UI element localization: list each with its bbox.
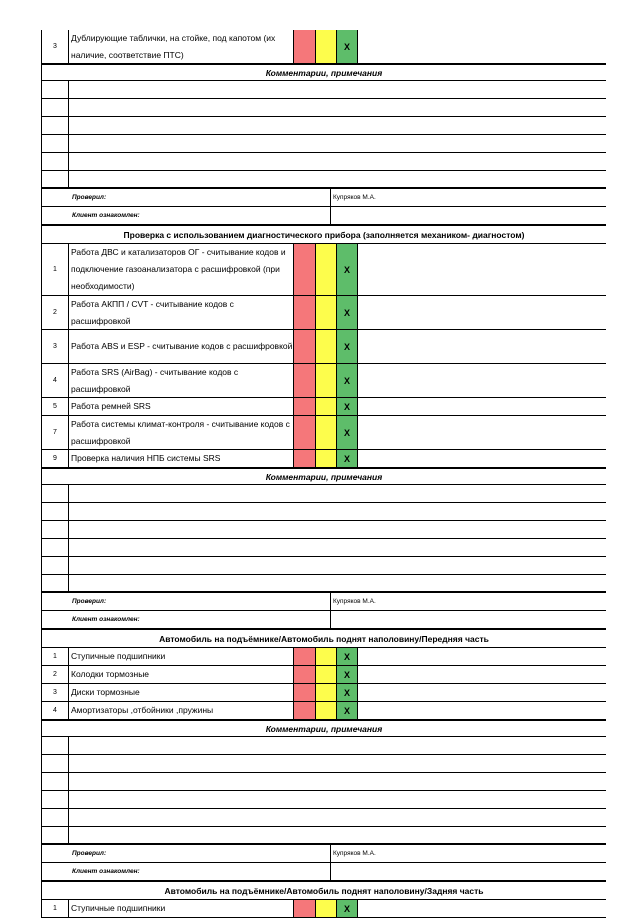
status-red-cell[interactable] bbox=[294, 330, 316, 363]
comment-line[interactable] bbox=[41, 117, 606, 135]
row-notes-cell[interactable] bbox=[358, 364, 606, 397]
inspection-sheet bbox=[41, 30, 606, 918]
row-number: 3 bbox=[41, 30, 69, 63]
comment-line[interactable] bbox=[41, 503, 606, 521]
comment-line[interactable] bbox=[41, 99, 606, 117]
row-description: Колодки тормозные bbox=[69, 666, 294, 683]
checked-by-row bbox=[41, 188, 606, 207]
row-notes-cell[interactable] bbox=[358, 450, 606, 467]
client-acknowledged-row bbox=[41, 207, 606, 225]
comment-line[interactable] bbox=[41, 539, 606, 557]
status-red-cell[interactable] bbox=[294, 30, 316, 63]
status-green-cell[interactable]: X bbox=[337, 666, 358, 683]
row-number: 1 bbox=[41, 900, 69, 917]
checked-by-row bbox=[41, 592, 606, 611]
row-number: 1 bbox=[41, 244, 69, 295]
check-row bbox=[41, 416, 606, 450]
row-notes-cell[interactable] bbox=[358, 416, 606, 449]
status-yellow-cell[interactable] bbox=[316, 398, 337, 415]
row-notes-cell[interactable] bbox=[358, 702, 606, 719]
row-number: 5 bbox=[41, 398, 69, 415]
comments-header: Комментарии, примечания bbox=[41, 720, 606, 737]
comment-line[interactable] bbox=[41, 171, 606, 188]
checked-by-value[interactable]: Купряков М.А. bbox=[333, 598, 376, 605]
row-notes-cell[interactable] bbox=[358, 330, 606, 363]
status-yellow-cell[interactable] bbox=[316, 666, 337, 683]
row-number: 4 bbox=[41, 364, 69, 397]
section-title: Автомобиль на подъёмнике/Автомобиль поднят наполовину/Задняя часть bbox=[41, 881, 606, 900]
row-description: Диски тормозные bbox=[69, 684, 294, 701]
status-yellow-cell[interactable] bbox=[316, 684, 337, 701]
checked-by-label: Проверил: bbox=[42, 189, 331, 206]
checked-by-label: Проверил: bbox=[42, 593, 331, 610]
status-green-cell[interactable]: X bbox=[337, 684, 358, 701]
row-description: Работа SRS (AirBag) - считывание кодов с расшифровкой bbox=[69, 364, 294, 397]
row-description: Работа ремней SRS bbox=[69, 398, 294, 415]
status-yellow-cell[interactable] bbox=[316, 330, 337, 363]
status-red-cell[interactable] bbox=[294, 900, 316, 917]
row-notes-cell[interactable] bbox=[358, 296, 606, 329]
client-acknowledged-value[interactable] bbox=[331, 611, 606, 628]
row-description: Проверка наличия НПБ системы SRS bbox=[69, 450, 294, 467]
checked-by-value[interactable]: Купряков М.А. bbox=[333, 194, 376, 201]
check-row bbox=[41, 398, 606, 416]
client-acknowledged-value[interactable] bbox=[331, 207, 606, 224]
status-yellow-cell[interactable] bbox=[316, 364, 337, 397]
comment-line[interactable] bbox=[41, 755, 606, 773]
row-notes-cell[interactable] bbox=[358, 900, 606, 917]
checked-by-label: Проверил: bbox=[42, 845, 331, 862]
comments-header: Комментарии, примечания bbox=[41, 468, 606, 485]
check-row bbox=[41, 684, 606, 702]
status-green-cell[interactable]: X bbox=[337, 416, 358, 449]
check-row bbox=[41, 364, 606, 398]
row-number: 3 bbox=[41, 330, 69, 363]
status-red-cell[interactable] bbox=[294, 450, 316, 467]
client-acknowledged-row bbox=[41, 611, 606, 629]
comment-line[interactable] bbox=[41, 575, 606, 592]
client-acknowledged-label: Клиент ознакомлен: bbox=[42, 207, 331, 224]
comment-line[interactable] bbox=[41, 791, 606, 809]
status-green-cell[interactable]: X bbox=[337, 900, 358, 917]
status-red-cell[interactable] bbox=[294, 364, 316, 397]
comment-line[interactable] bbox=[41, 81, 606, 99]
comment-line[interactable] bbox=[41, 809, 606, 827]
status-red-cell[interactable] bbox=[294, 398, 316, 415]
check-row bbox=[41, 296, 606, 330]
row-number: 4 bbox=[41, 702, 69, 719]
status-green-cell[interactable]: X bbox=[337, 244, 358, 295]
status-red-cell[interactable] bbox=[294, 416, 316, 449]
status-green-cell[interactable]: X bbox=[337, 364, 358, 397]
check-row bbox=[41, 330, 606, 364]
row-description: Работа системы климат-контроля - считывание кодов с расшифровкой bbox=[69, 416, 294, 449]
comment-line[interactable] bbox=[41, 135, 606, 153]
client-acknowledged-label: Клиент ознакомлен: bbox=[42, 611, 331, 628]
row-description: Работа АКПП / CVT - считывание кодов с расшифровкой bbox=[69, 296, 294, 329]
status-red-cell[interactable] bbox=[294, 244, 316, 295]
checked-by-row bbox=[41, 844, 606, 863]
row-description: Ступичные подшипники bbox=[69, 900, 294, 917]
client-acknowledged-row bbox=[41, 863, 606, 881]
status-red-cell[interactable] bbox=[294, 684, 316, 701]
comment-line[interactable] bbox=[41, 773, 606, 791]
status-green-cell[interactable]: X bbox=[337, 30, 358, 63]
status-green-cell[interactable]: X bbox=[337, 330, 358, 363]
comment-line[interactable] bbox=[41, 521, 606, 539]
status-green-cell[interactable]: X bbox=[337, 648, 358, 665]
status-yellow-cell[interactable] bbox=[316, 648, 337, 665]
comment-line[interactable] bbox=[41, 557, 606, 575]
status-red-cell[interactable] bbox=[294, 648, 316, 665]
check-row bbox=[41, 450, 606, 468]
status-yellow-cell[interactable] bbox=[316, 450, 337, 467]
row-notes-cell[interactable] bbox=[358, 684, 606, 701]
comment-line[interactable] bbox=[41, 827, 606, 844]
row-notes-cell[interactable] bbox=[358, 244, 606, 295]
status-red-cell[interactable] bbox=[294, 666, 316, 683]
row-notes-cell[interactable] bbox=[358, 666, 606, 683]
row-number: 2 bbox=[41, 666, 69, 683]
row-number: 3 bbox=[41, 684, 69, 701]
status-yellow-cell[interactable] bbox=[316, 702, 337, 719]
row-notes-cell[interactable] bbox=[358, 30, 606, 63]
row-description: Дублирующие таблички, на стойке, под капотом (их наличие, соответствие ПТС) bbox=[69, 30, 294, 63]
comment-line[interactable] bbox=[41, 153, 606, 171]
status-green-cell[interactable]: X bbox=[337, 702, 358, 719]
row-notes-cell[interactable] bbox=[358, 648, 606, 665]
row-description: Амортизаторы ,отбойники ,пружины bbox=[69, 702, 294, 719]
row-number: 9 bbox=[41, 450, 69, 467]
check-row bbox=[41, 702, 606, 720]
row-description: Работа ABS и ESP - считывание кодов с расшифровкой bbox=[69, 330, 294, 363]
check-row bbox=[41, 244, 606, 296]
comment-line[interactable] bbox=[41, 485, 606, 503]
row-number: 2 bbox=[41, 296, 69, 329]
status-green-cell[interactable]: X bbox=[337, 296, 358, 329]
client-acknowledged-label: Клиент ознакомлен: bbox=[42, 863, 331, 880]
row-number: 1 bbox=[41, 648, 69, 665]
comments-header: Комментарии, примечания bbox=[41, 64, 606, 81]
check-row bbox=[41, 30, 606, 64]
status-yellow-cell[interactable] bbox=[316, 900, 337, 917]
check-row bbox=[41, 648, 606, 666]
status-red-cell[interactable] bbox=[294, 296, 316, 329]
checked-by-value[interactable]: Купряков М.А. bbox=[333, 850, 376, 857]
row-number: 7 bbox=[41, 416, 69, 449]
row-notes-cell[interactable] bbox=[358, 398, 606, 415]
section-title: Проверка с использованием диагностического прибора (заполняется механиком- диагностом) bbox=[41, 225, 606, 244]
row-description: Ступичные подшипники bbox=[69, 648, 294, 665]
comment-line[interactable] bbox=[41, 737, 606, 755]
row-description: Работа ДВС и катализаторов ОГ - считывание кодов и подключение газоанализатора с расшифровкой (при необходимости) bbox=[69, 244, 294, 295]
status-green-cell[interactable]: X bbox=[337, 398, 358, 415]
check-row bbox=[41, 666, 606, 684]
section-title: Автомобиль на подъёмнике/Автомобиль поднят наполовину/Передняя часть bbox=[41, 629, 606, 648]
status-yellow-cell[interactable] bbox=[316, 244, 337, 295]
client-acknowledged-value[interactable] bbox=[331, 863, 606, 880]
status-yellow-cell[interactable] bbox=[316, 296, 337, 329]
status-yellow-cell[interactable] bbox=[316, 416, 337, 449]
status-green-cell[interactable]: X bbox=[337, 450, 358, 467]
status-yellow-cell[interactable] bbox=[316, 30, 337, 63]
status-red-cell[interactable] bbox=[294, 702, 316, 719]
check-row bbox=[41, 900, 606, 918]
